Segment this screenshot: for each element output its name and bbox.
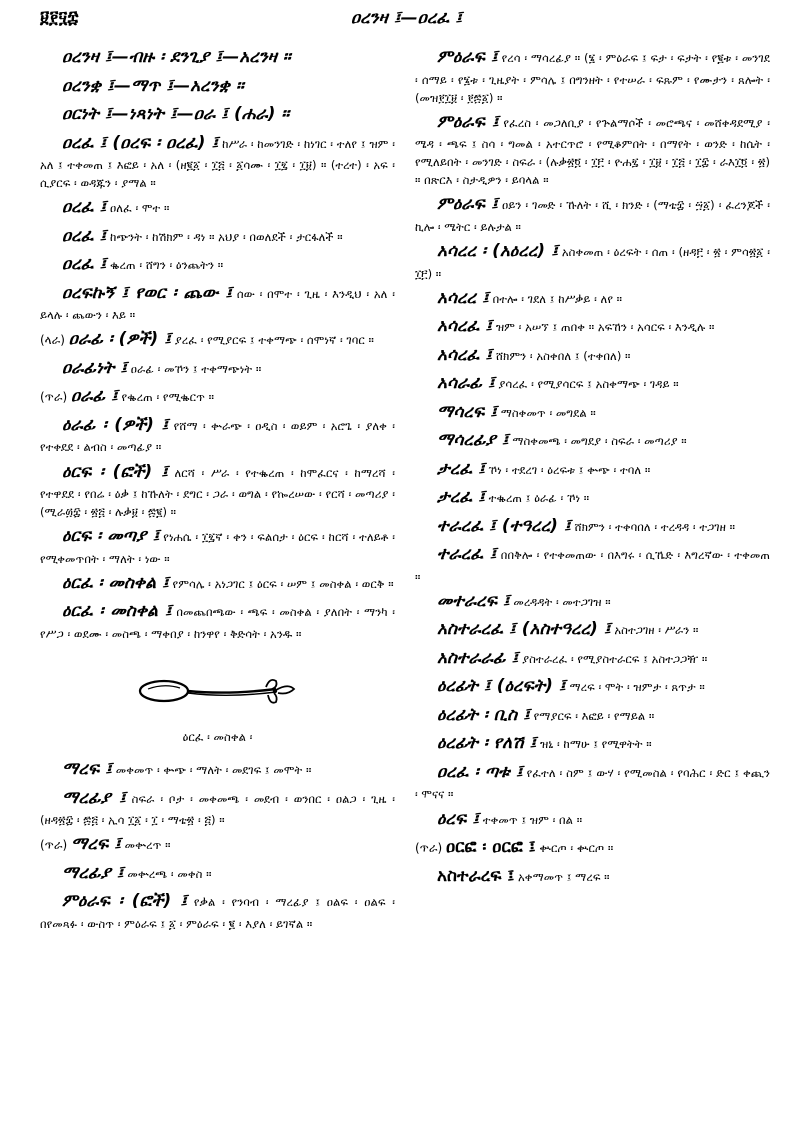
entry-headword: ዐረፈ ፤ — [62, 225, 107, 246]
entry-headword: አስተራራፊ ፤ — [437, 647, 519, 668]
entry-headword: አስተራረፍ ፤ — [437, 865, 515, 886]
dictionary-entry — [40, 355, 395, 382]
dictionary-entry — [40, 280, 395, 325]
entry-definition: ከሥራ ፡ ከመንገድ ፡ ከነገር ፡ ተለየ ፤ ዝም ፡ አለ ፤ ተቀመጠ ፤ እፎይ ፡ አለ ፡ (ዘ፪፩ ፡ ፲፭ ፡ ፩ሳሙ ፡ ፲፯ ፡ ፲፱) ። (ተረተ) ፡ አፍ ፡ ሲያርፍ ፡ ወዳጁን ፡ ያማል ። — [40, 136, 395, 191]
entry-definition: ሸክምን ፡ አስቀበለ ፤ (ተቀበለ) ። — [492, 348, 631, 363]
two-column-body — [40, 44, 773, 935]
entry-definition: የቃል ፡ የንባብ ፡ ማረፊያ ፤ ዐልፍ ፡ ዐልፍ ፡ በየመጻፉ ፡ ውስጥ ፡ ምዕራፍ ፤ ፩ ፡ ምዕራፍ ፡ ፪ ፡ እያለ ፡ ይገኛል ። — [40, 895, 395, 931]
entry-definition: መቍረጫ ፡ መቀስ ። — [123, 866, 212, 881]
entry-definition: ዝኒ ፡ ከማሁ ፤ የሚዋትት ። — [536, 737, 652, 752]
dictionary-entry — [415, 238, 770, 283]
entry-definition: መቀመጥ ፡ ቍጭ ፡ ማለት ፡ መደገፍ ፤ መሞት ። — [112, 763, 312, 778]
entry-definition: ማስቀመጫ ፡ መግደያ ፡ ስፍራ ፡ መጣሪያ ። — [508, 434, 687, 449]
dictionary-entry — [415, 456, 770, 483]
entry-headword: ዐረፈ ፤ — [62, 254, 107, 275]
dictionary-entry — [415, 313, 770, 340]
entry-definition: የቈረጠ ፡ የሚቈርጥ ። — [117, 390, 215, 405]
entry-definition: ለርሻ ፡ ሥራ ፡ የተቈረጠ ፡ ከሞፈርና ፡ ከማረሻ ፡ የተዋደደ ፡ የበሬ ፡ ዕቃ ፤ ከኹለት ፡ ደግር ፡ ጋራ ፡ ወግል ፡ የኰረሠው ፡ የርሻ ፡ መጣሪያ ፡ (ሚራ፴፰ ፡ ፳፭ ፡ ሉቃ፱ ፡ ፷፪) ። — [40, 465, 396, 520]
entry-headword: ዐራፊ ፤ — [70, 386, 118, 407]
entry-headword: ማሳረፊያ ፤ — [437, 430, 509, 451]
page-number: ፱፻፶፰ — [40, 8, 79, 28]
entry-headword: ማረፊያ ፤ — [62, 787, 126, 808]
dictionary-entry — [415, 730, 770, 757]
entry-headword: ዕርፍ ፡ መጣያ ፤ — [62, 526, 160, 547]
entry-headword: ምዕራፍ ፡ (ፎች) ፤ — [62, 891, 188, 912]
entry-definition: የምሳሌ ፡ አነጋገር ፤ ዕርፍ ፡ ሠም ፤ መስቀል ፡ ወርቅ ። — [168, 576, 394, 591]
dictionary-entry — [40, 412, 395, 457]
entry-headword: ዐረፈ ፡ ጣቱ ፤ — [437, 761, 523, 782]
page-header — [40, 6, 773, 32]
entry-definition: ያስተራረፈ ፡ የሚያስተራርፍ ፤ አስተጋጋዥ ። — [518, 651, 708, 666]
dictionary-entry — [415, 513, 770, 540]
dictionary-entry — [40, 888, 395, 933]
dictionary-entry — [40, 73, 395, 100]
entry-definition: ሸክምን ፡ ተቀባበለ ፡ ተረዳዳ ፡ ተጋገዘ ። — [570, 519, 736, 534]
entry-headword: ታረፈ ፤ — [437, 487, 485, 508]
dictionary-entry — [415, 484, 770, 511]
entry-headword: ዐረፍኩኝ ፤ የወር ፡ ጨው ፤ — [62, 282, 233, 303]
entry-definition: ማስቀመጥ ፡ መግደል ። — [497, 405, 596, 420]
entry-headword: አሳረፈ ፤ — [437, 344, 493, 365]
entry-headword: ማረፍ ፤ — [62, 759, 113, 780]
dictionary-entry — [415, 399, 770, 426]
entry-definition: ተቀመጥ ፤ ዝም ፡ በል ። — [479, 812, 583, 827]
entry-definition: ተቈረጠ ፤ ዕራፊ ፡ ኾነ ። — [484, 491, 590, 506]
dictionary-entry — [415, 806, 770, 833]
dictionary-entry — [415, 427, 770, 454]
entry-headword: ምዕራፍ ፤ — [437, 47, 498, 67]
dictionary-entry — [415, 702, 770, 729]
entry-definition: መቍረጥ ። — [120, 838, 171, 853]
entry-headword: ዕረፊት ፡ የለሽ ፤ — [437, 733, 537, 754]
entry-headword: አሳረፈ ፤ — [437, 316, 493, 337]
entry-headword: ተራረፈ ፤ (ተዓረረ) ፤ — [437, 515, 571, 536]
right-entries — [415, 44, 770, 889]
dictionary-entry — [415, 673, 770, 700]
dictionary-entry — [415, 285, 770, 312]
entry-headword: አስተራረፈ ፤ (አስተዓረረ) ፤ — [437, 619, 611, 640]
dictionary-entry — [415, 342, 770, 369]
entry-definition: ዐራፊ ፡ መኾን ፤ ተቀማጭነት ። — [127, 361, 262, 376]
entry-definition: የማያርፍ ፡ እፎይ ፡ የማይል ። — [529, 708, 655, 723]
entry-headword: ዐርፎ ፡ ዐርፎ ፤ — [445, 837, 536, 858]
entry-headword: ማረፊያ ፤ — [62, 862, 124, 883]
entry-definition: ዐለፈ ፡ ሞተ ። — [106, 201, 170, 216]
entry-definition: በመጨበጫው ፡ ጫፍ ፡ መስቀል ፡ ያለበት ፡ ማንካ ፡ የሥጋ ፡ ወደሙ ፡ መስጫ ፡ ማቀበያ ፡ ከንዋየ ፡ ቅድሳት ፡ አንዱ ። — [40, 605, 395, 641]
entry-headword: ማሳረፍ ፤ — [437, 401, 498, 422]
entry-definition: ዝም ፡ አሠኘ ፤ ጠበቀ ። አፍኸን ፡ አሳርፍ ፡ እንዲሉ ። — [492, 320, 715, 335]
left-column — [40, 44, 395, 935]
dictionary-entry — [40, 44, 395, 71]
dictionary-entry — [40, 523, 395, 568]
dictionary-entry — [40, 130, 395, 193]
entry-headword: ዕርፍ ፡ (ፎች) ፤ — [62, 461, 168, 482]
dialect-marker: (ላራ) — [40, 333, 69, 348]
entry-definition: የፈተለ ፡ ስም ፤ ውሃ ፡ የሚመስል ፡ የባሕር ፡ ድር ፤ ቀጪን ፡ ሞናና ። — [415, 765, 770, 802]
dictionary-entry — [40, 101, 395, 128]
entry-definition: የረሳ ፡ ማሳረፊያ ። (፮ ፡ ምዕራፍ ፤ ፍታ ፡ ፍታት ፡ የ፪ቱ ፡ መንገደ ፡ ሰማይ ፡ የ፮ቱ ፡ ጊዜያት ፡ ምሳሌ ፤ በግንዘት ፡ የተሠራ ፡ ፍጹም ፡ የሙታን ፡ ጸሎት ፡ (መዝ፻፲፱ ፡ ፻፷፩) ። — [415, 51, 770, 105]
entry-headword: አሳረረ ፤ — [437, 287, 489, 308]
dictionary-entry — [415, 616, 770, 643]
dictionary-entry — [40, 326, 395, 353]
entry-definition: በበቅሎ ፡ የተቀመጠው ፡ በእግሩ ፡ ሲኼድ ፡ እግረኛው ፡ ተቀመጠ ። — [415, 548, 770, 584]
dictionary-entry — [415, 645, 770, 672]
entry-headword: ዕርፈ ፡ መስቀል ፤ — [62, 601, 172, 622]
entry-headword: ምዕራፍ ፤ — [437, 111, 499, 132]
entry-definition: የሸማ ፡ ቍራጭ ፡ ዐዲስ ፡ ወይም ፡ አሮጌ ፡ ያለቀ ፡ የተቀደደ ፡ ልብስ ፡ መጣፊያ ። — [40, 418, 395, 455]
entry-definition: ያሳረፈ ፡ የሚያሳርፍ ፤ አስቀማጭ ፡ ገዳይ ። — [494, 377, 679, 392]
dictionary-entry — [40, 223, 395, 250]
entry-headword: ዐራፊነት ፤ — [62, 357, 128, 378]
dictionary-entry — [415, 863, 770, 890]
dictionary-entry — [40, 459, 395, 522]
entry-headword: ዐረንዛ ፤—ብዙ ፡ ደንጊያ ፤—አረንዛ ። — [62, 47, 291, 67]
entry-definition: ያረፈ ፡ የሚያርፍ ፤ ተቀማጭ ፡ ሰሞነኛ ፡ ገባር ። — [171, 333, 374, 348]
dictionary-entry — [40, 383, 395, 410]
dictionary-entry — [40, 785, 395, 830]
dictionary-entry — [40, 251, 395, 278]
dialect-marker: (ጥራ) — [40, 390, 71, 405]
entry-headword: ማረፍ ፤ — [70, 834, 121, 855]
entry-headword: ዕርፈ ፡ መስቀል ፤ — [62, 572, 169, 593]
dictionary-entry — [40, 570, 395, 597]
dictionary-entry — [40, 756, 395, 783]
entry-definition: ከጭንት ፡ ከሽክም ፡ ዳነ ። አህያ ፡ በወለደች ፡ ታርፋለች ። — [106, 229, 343, 244]
left-entries-after-image — [40, 756, 395, 933]
entry-headword: ዕራፊ ፡ (ዎች) ፤ — [62, 414, 169, 435]
entry-definition: ማረፍ ፡ ሞት ፡ ዝምታ ፡ ጸጥታ ። — [565, 680, 705, 695]
entry-definition: በተሎ ፡ ገደለ ፤ ከሥቃይ ፡ ለየ ። — [488, 291, 623, 306]
entry-definition: መረዳዳት ፡ መተጋገዝ ። — [509, 594, 611, 609]
left-entries — [40, 44, 395, 643]
entry-definition: የነሐሴ ፡ ፲፯ኛ ፡ ቀን ፡ ፍልሰታ ፡ ዕርፍ ፡ ከርሻ ፡ ተለይቶ ፡ የሚቀመጥበት ፡ ማለት ፡ ነው ። — [40, 530, 396, 566]
entry-headword: ዐረፈ ፤ — [62, 197, 107, 218]
entry-headword: አሳራፊ ፤ — [437, 373, 495, 394]
dictionary-entry — [40, 194, 395, 221]
entry-headword: ተራረፈ ፤ — [437, 544, 497, 565]
entry-definition: ቊርጦ ፡ ቊርጦ ። — [535, 841, 614, 856]
dictionary-entry — [415, 588, 770, 615]
entry-definition: ስፍራ ፡ ቦታ ፡ መቀመጫ ፡ መደብ ፡ ወንበር ፡ ዐልጋ ፡ ጊዜ ፡ (ዘዳ፳፰ ፡ ፷፭ ፡ ኢሳ ፲፩ ፡ ፲ ፡ ማቴ፳ ፡ ፭) ። — [40, 791, 395, 828]
right-column — [415, 44, 770, 935]
dictionary-entry — [40, 860, 395, 887]
entry-headword: ታረፈ ፤ — [437, 458, 485, 479]
dialect-marker: (ጥራ) — [40, 838, 71, 853]
entry-headword: ምዕራፍ ፤ — [437, 194, 498, 215]
dictionary-entry — [415, 759, 770, 804]
entry-definition: ዐይን ፡ ገመድ ፡ ኹለት ፡ ሺ ፡ ክንድ ፡ (ማቴ፰ ፡ ፵፩) ፡ ፈረንጆች ፡ ኪሎ ፡ ሜትር ፡ ይሉታል ። — [415, 198, 771, 234]
entry-headword: ዐርነት ፤—ነጻነት ፤—ዐራ ፤ (ሐራ) ። — [62, 104, 290, 125]
entry-headword: ዕረፊት ፡ ቢስ ፤ — [437, 704, 530, 725]
entry-definition: አቀማመጥ ፤ ማረፍ ። — [514, 869, 610, 884]
running-head: ዐረንዛ ፤—ዐረፈ ፤ — [350, 8, 463, 28]
dictionary-entry — [415, 109, 770, 190]
dictionary-entry — [415, 370, 770, 397]
entry-definition: ቈረጠ ፡ ሸግን ፡ ዕንጨትን ። — [106, 258, 224, 273]
entry-headword: ዕረፊት ፤ (ዕረፍት) ፤ — [437, 676, 566, 697]
illustration-caption: ዕርፈ ፡ መስቀል ፡ — [182, 729, 253, 744]
entry-headword: ዐረፈ ፤ (ዐረፍ ፡ ዐረፈ) ፤ — [62, 132, 219, 153]
dictionary-entry — [415, 834, 770, 861]
cross-spoon-illustration — [40, 669, 395, 722]
entry-definition: አስተጋገዘ ፡ ሥራን ። — [610, 623, 699, 638]
entry-headword: ዐራፊ ፡ (ዎች) ፤ — [68, 329, 172, 350]
entry-headword: መተራረፍ ፤ — [437, 590, 510, 611]
entry-definition: ኾነ ፡ ተደረገ ፡ ዕረፍቱ ፤ ቍጭ ፡ ተባለ ። — [484, 462, 651, 477]
entry-headword: አሳረረ ፡ (አዕረረ) ፤ — [437, 241, 559, 262]
entry-definition: አስቀመጠ ፡ ዕረፍት ፡ ሰጠ ፡ (ዘዳ፫ ፡ ፳ ፡ ምሳ፳፩ ፡ ፲፫) ። — [415, 245, 770, 281]
cross-spoon-icon — [138, 669, 298, 717]
entry-definition: ሰው ፡ በሞተ ፡ ጊዜ ፡ እንዲህ ፡ አለ ፡ ይላሉ ፡ ጨውን ፡ እይ ። — [40, 286, 395, 323]
dictionary-entry — [40, 831, 395, 858]
dictionary-entry — [415, 541, 770, 586]
entry-headword: ዐረንቋ ፤—ማጥ ፤—አረንቋ ። — [62, 75, 244, 96]
dictionary-entry — [415, 44, 770, 107]
entry-definition: የፈረስ ፡ መጋለቢያ ፡ የጕልማሶች ፡ መሮጫና ፡ መሸቀዳደሚያ ፡ ሜዳ ፡ ጫፍ ፤ ስሳ ፡ ግመል ፡ አተርጥሮ ፡ የሚቆምበት ፡ በማየት ፡ ወንድ ፡ ከሴት ፡ የሚለይበት ፡ መንገድ ፡ ስፍራ ፡ (ሉቃ፳፬ ፡ ፲፫ ፡ ዮሐ፯ ፡ ፲፱ ፡ ፲፭ ፡ ፲፰ ፡ ራእ፲፬ ፡ ፳) ። በጽርእ ፡ ስታዲዎን ፡ ይባላል ። — [415, 115, 770, 188]
dialect-marker: (ጥራ) — [415, 841, 446, 856]
dictionary-entry — [415, 191, 770, 236]
entry-headword: ዕረፍ ፤ — [437, 808, 480, 829]
dictionary-entry — [40, 598, 395, 643]
